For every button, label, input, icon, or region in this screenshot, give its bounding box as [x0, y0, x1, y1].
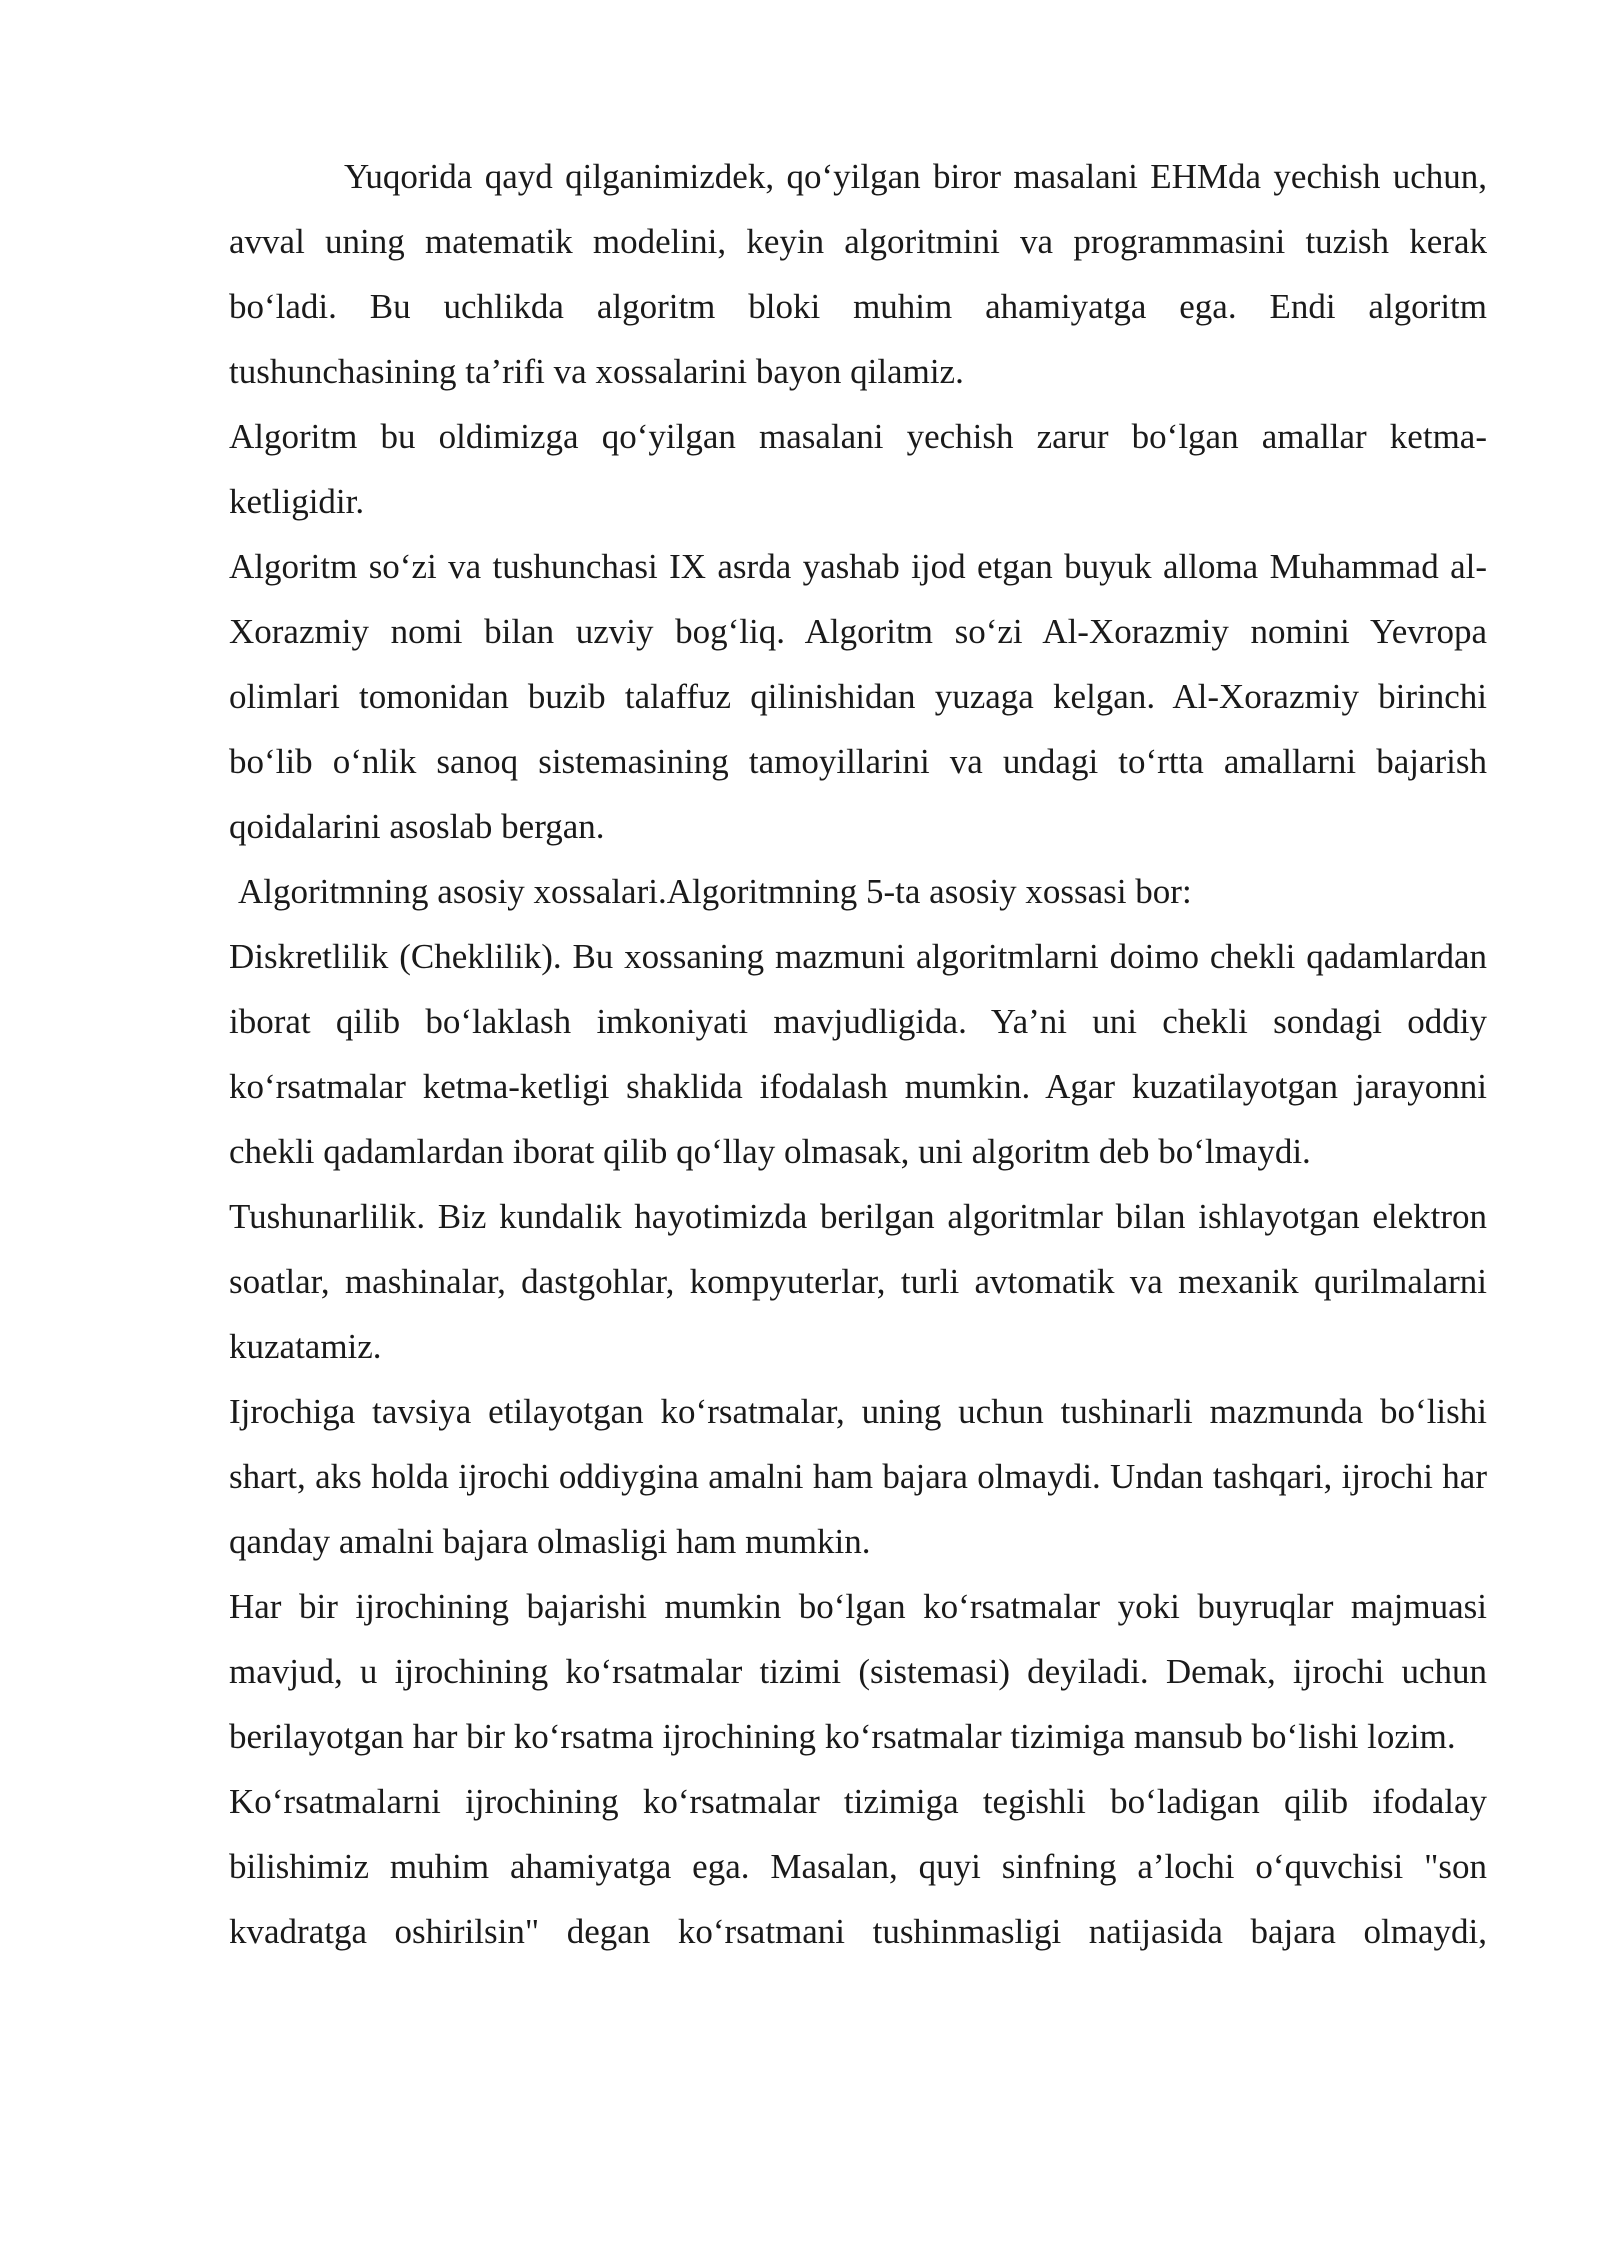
paragraph-executor-instructions: Ijrochiga tavsiya etilayotgan ko‘rsatmalar, uning uchun tushinarli mazmunda bo‘lishi shart, aks holda ijrochi oddiygina amalni ham bajara olmaydi. Undan tashqari, ijrochi har qanday amalni bajara olmasligi ham mumkin.: [229, 1392, 1487, 1561]
paragraph-intro: Yuqorida qayd qilganimizdek, qo‘yilgan biror masalani EHMda yechish uchun, avval uning matematik modelini, keyin algoritmini va programmasini tuzish kerak bo‘ladi. Bu uchlikda algoritm bloki muhim ahamiyatga ega. Endi algoritm tushunchasining ta’rifi va xossalarini bayon qilamiz.: [229, 157, 1487, 391]
paragraph-discreteness: Diskretlilik (Cheklilik). Bu xossaning mazmuni algoritmlarni doimo chekli qadamlardan iborat qilib bo‘laklash imkoniyati mavjudligida. Ya’ni uni chekli sondagi oddiy ko‘rsatmalar ketma-ketligi shaklida ifodalash mumkin. Agar kuzatilayotgan jarayonni chekli qadamlardan iborat qilib qo‘llay olmasak, uni algoritm deb bo‘lmaydi.: [229, 937, 1487, 1171]
paragraph-algorithm-definition: Algoritm bu oldimizga qo‘yilgan masalani yechish zarur bo‘lgan amallar ketma-ketligidir.: [229, 417, 1487, 521]
paragraph-algorithm-properties: Algoritmning asosiy xossalari.Algoritmning 5-ta asosiy xossasi bor:: [238, 872, 1192, 911]
paragraph-understandability: Tushunarlilik. Biz kundalik hayotimizda berilgan algoritmlar bilan ishlayotgan elektron soatlar, mashinalar, dastgohlar, kompyuterlar, turli avtomatik va mexanik qurilmalarni kuzatamiz.: [229, 1197, 1487, 1366]
paragraph-instruction-expression: Ko‘rsatmalarni ijrochining ko‘rsatmalar tizimiga tegishli bo‘ladigan qilib ifodalay bilishimiz muhim ahamiyatga ega. Masalan, quyi sinfning a’lochi o‘quvchisi "son kvadratga oshirilsin" degan ko‘rsatmani tushinmasligi natijasida bajara olmaydi,: [229, 1782, 1487, 1951]
paragraph-algorithm-origin: Algoritm so‘zi va tushunchasi IX asrda yashab ijod etgan buyuk alloma Muhammad al-Xorazmiy nomi bilan uzviy bog‘liq. Algoritm so‘zi Al-Xorazmiy nomini Yevropa olimlari tomonidan buzib talaffuz qilinishidan yuzaga kelgan. Al-Xorazmiy birinchi bo‘lib o‘nlik sanoq sistemasining tamoyillarini va undagi to‘rtta amallarni bajarish qoidalarini asoslab bergan.: [229, 547, 1487, 846]
paragraph-instruction-system: Har bir ijrochining bajarishi mumkin bo‘lgan ko‘rsatmalar yoki buyruqlar majmuasi mavjud, u ijrochining ko‘rsatmalar tizimi (sistemasi) deyiladi. Demak, ijrochi uchun berilayotgan har bir ko‘rsatma ijrochining ko‘rsatmalar tizimiga mansub bo‘lishi lozim.: [229, 1587, 1487, 1756]
body-text: [229, 144, 1487, 1964]
